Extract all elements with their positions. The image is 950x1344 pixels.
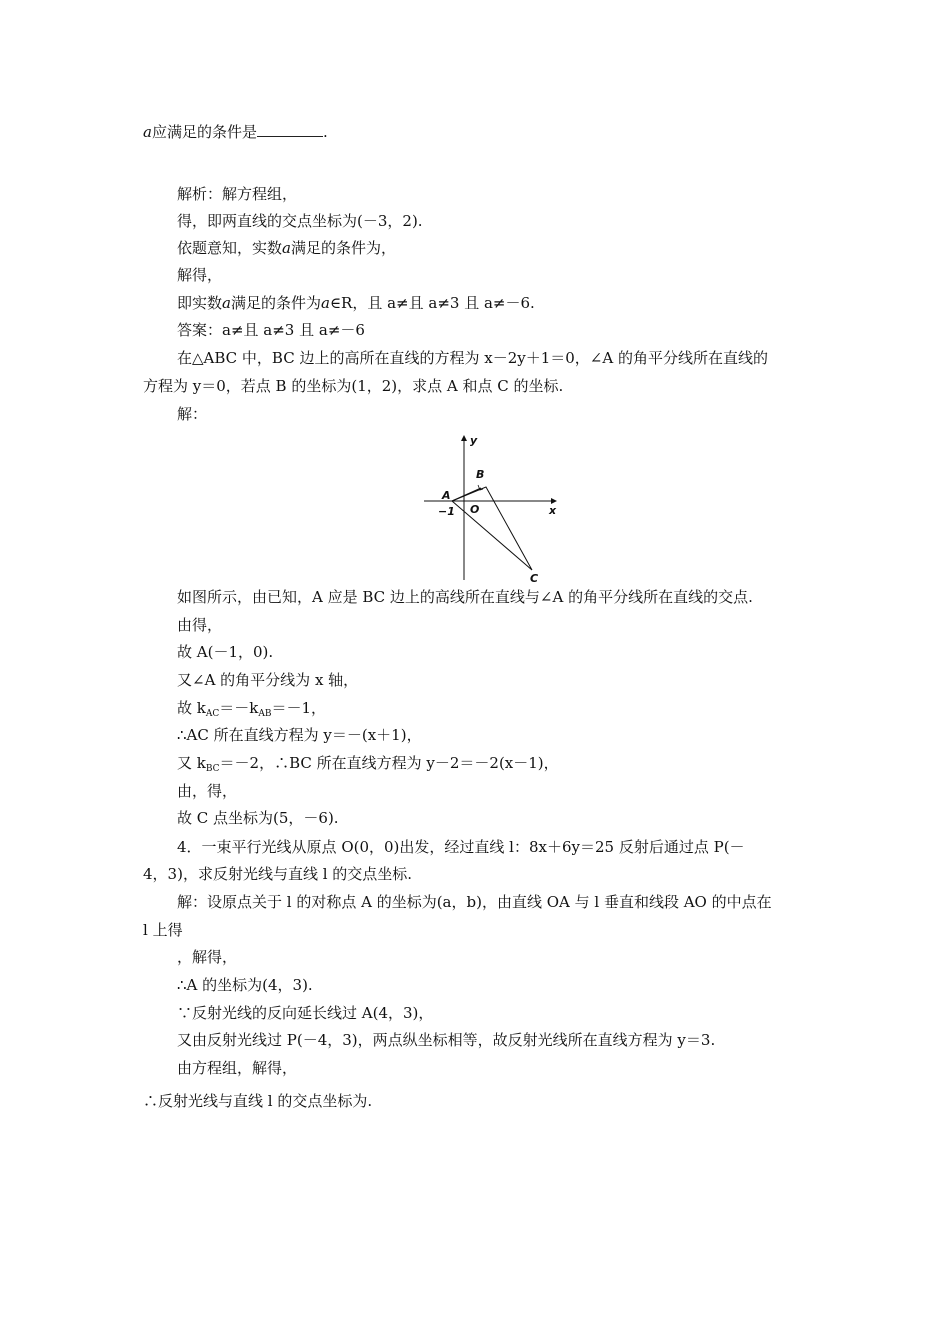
text: 满足的条件为 [230, 294, 321, 312]
solution-line: 解： [177, 405, 208, 423]
triangle-figure [424, 432, 564, 582]
point-b-label: B [476, 468, 485, 481]
text: ＝－2，∴BC 所在直线方程为 y－2＝－2(x－1)， [219, 754, 559, 772]
solution-line: ∵反射光线的反向延长线过 A(4，3)， [177, 1004, 434, 1022]
solution-line: 由方程组，解得， [177, 1059, 298, 1077]
problem-line: 方程为 y＝0，若点 B 的坐标为(1，2)，求点 A 和点 C 的坐标. [143, 377, 564, 395]
problem-line: 4，3)，求反射光线与直线 l 的交点坐标. [143, 865, 413, 883]
solution-line [177, 293, 535, 313]
subscript: AB [258, 709, 272, 719]
text: 依题意知，实数 [177, 239, 283, 257]
subscript: BC [205, 764, 220, 774]
solution-line: ∴AC 所在直线方程为 y＝－(x＋1)， [177, 726, 422, 744]
point-a-label: A [442, 489, 451, 502]
solution-line [177, 753, 559, 776]
var-a: a [320, 294, 330, 312]
answer-line: 答案：a≠且 a≠3 且 a≠－6 [177, 321, 365, 339]
var-a: a [282, 239, 291, 257]
solution-line: 又由反射光线过 P(－4，3)，两点纵坐标相等，故反射光线所在直线方程为 y＝3. [177, 1031, 716, 1049]
text: 满足的条件为， [290, 239, 396, 257]
text: 即实数 [177, 294, 223, 312]
text: 应满足的条件是 [151, 123, 257, 141]
text: ＝－k [219, 699, 259, 717]
solution-line: 故 A(－1，0). [177, 643, 274, 661]
solution-line [177, 698, 326, 721]
y-axis-label: y [470, 434, 478, 447]
solution-line: 由得， [177, 616, 223, 634]
tick-neg1-label: −1 [438, 505, 455, 518]
condition-prompt-line [143, 122, 328, 142]
solution-line [177, 238, 396, 258]
altitude-line [452, 488, 481, 501]
solution-line: 解析：解方程组， [177, 185, 298, 203]
solution-line: 又∠A 的角平分线为 x 轴， [177, 671, 359, 689]
text: ∈R，且 a≠且 a≠3 且 a≠－6. [329, 294, 535, 312]
solution-line: 解：设原点关于 l 的对称点 A 的坐标为(a，b)，由直线 OA 与 l 垂直和线段 AO 的中点在 [177, 893, 772, 911]
origin-label: O [470, 503, 480, 516]
problem-line: 在△ABC 中，BC 边上的高所在直线的方程为 x－2y＋1＝0，∠A 的角平分线所在直线的 [177, 349, 768, 367]
solution-line: 解得， [177, 266, 223, 284]
x-axis-label: x [549, 504, 557, 517]
text: . [322, 123, 328, 141]
solution-line: ∴A 的坐标为(4，3). [177, 976, 313, 994]
var-a: a [143, 123, 152, 141]
solution-line: 故 C 点坐标为(5，－6). [177, 809, 339, 827]
solution-line: 如图所示，由已知，A 应是 BC 边上的高线所在直线与∠A 的角平分线所在直线的交点. [177, 588, 753, 606]
solution-line: 得，即两直线的交点坐标为(－3，2). [177, 212, 423, 230]
solution-line: ，解得， [177, 948, 238, 966]
solution-line: 由，得， [177, 782, 238, 800]
point-c-label: C [530, 572, 539, 582]
text: ＝－1， [271, 699, 327, 717]
subscript: AC [205, 709, 220, 719]
conclusion-line: ∴反射光线与直线 l 的交点坐标为. [143, 1092, 373, 1110]
text: 又 k [177, 754, 206, 772]
fill-in-blank[interactable] [257, 122, 323, 137]
text: 故 k [177, 699, 206, 717]
problem-line: 4．一束平行光线从原点 O(0，0)出发，经过直线 l：8x＋6y＝25 反射后通过点 P(－ [177, 838, 745, 856]
var-a: a [222, 294, 231, 312]
solution-line: l 上得 [143, 921, 183, 939]
